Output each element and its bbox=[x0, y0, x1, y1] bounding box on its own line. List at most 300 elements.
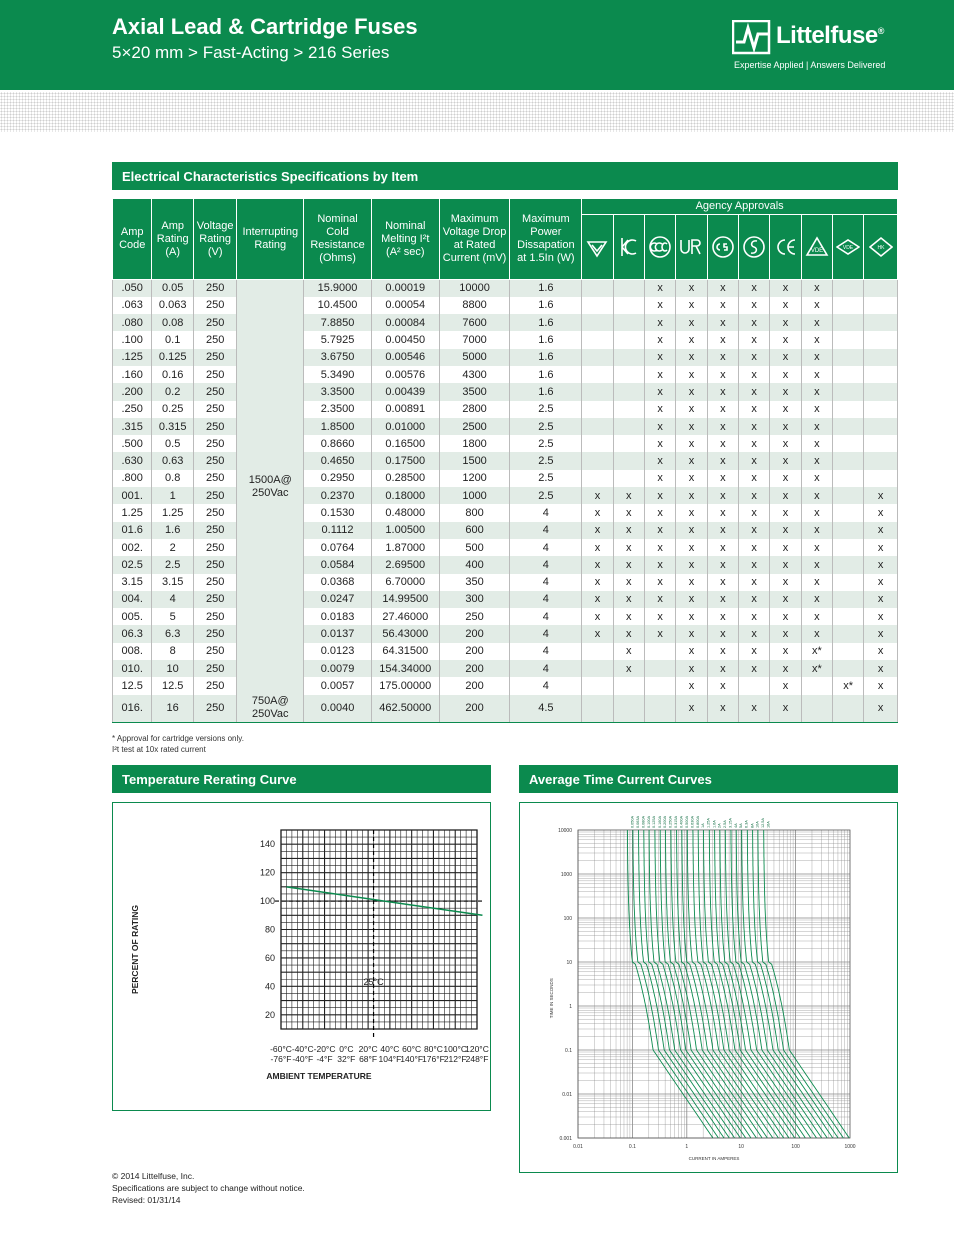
cell-agency-approval: x bbox=[707, 677, 738, 694]
cell-agency-approval: x bbox=[770, 695, 801, 723]
cell-agency-approval: x bbox=[801, 504, 832, 521]
cell-melting-i2t: 64.31500 bbox=[371, 643, 439, 660]
cell-agency-approval: x bbox=[801, 331, 832, 348]
cell-amp-rating: 0.5 bbox=[152, 435, 193, 452]
tcc-rating-label: 0.400A bbox=[679, 815, 684, 828]
cell-agency-approval bbox=[613, 366, 644, 383]
cell-amp-code: .063 bbox=[113, 297, 152, 314]
cell-agency-approval: x bbox=[707, 383, 738, 400]
cell-agency-approval bbox=[833, 314, 864, 331]
cell-power-dissipation: 4 bbox=[510, 591, 582, 608]
cell-cold-resistance: 0.0079 bbox=[304, 660, 372, 677]
cell-melting-i2t: 0.00450 bbox=[371, 331, 439, 348]
cell-amp-rating: 2.5 bbox=[152, 556, 193, 573]
cell-power-dissipation: 4 bbox=[510, 625, 582, 642]
y-tick-label: 140 bbox=[259, 839, 275, 850]
cell-power-dissipation: 4 bbox=[510, 522, 582, 539]
cell-agency-approval: x bbox=[864, 539, 898, 556]
y-tick-label: 0.1 bbox=[565, 1048, 572, 1054]
cell-amp-code: .315 bbox=[113, 418, 152, 435]
cell-amp-code: .050 bbox=[113, 280, 152, 297]
temperature-rerating-chart bbox=[113, 803, 490, 1110]
cell-voltage-drop: 500 bbox=[439, 539, 510, 556]
cell-agency-approval: x bbox=[644, 591, 675, 608]
temperature-grid bbox=[281, 830, 477, 1029]
cell-melting-i2t: 0.28500 bbox=[371, 470, 439, 487]
cell-agency-approval: x bbox=[676, 695, 707, 723]
pse-diamond-icon bbox=[585, 235, 609, 259]
cell-amp-code: 02.5 bbox=[113, 556, 152, 573]
cell-amp-code: 005. bbox=[113, 608, 152, 625]
cell-melting-i2t: 0.00084 bbox=[371, 314, 439, 331]
cell-voltage-drop: 200 bbox=[439, 695, 510, 723]
littelfuse-logo bbox=[732, 20, 897, 80]
cell-agency-approval: x bbox=[738, 452, 769, 469]
cell-agency-approval bbox=[833, 660, 864, 677]
cell-agency-approval: x bbox=[801, 487, 832, 504]
cell-agency-approval bbox=[644, 677, 675, 694]
cell-amp-code: 3.15 bbox=[113, 574, 152, 591]
cell-melting-i2t: 1.87000 bbox=[371, 539, 439, 556]
cell-cold-resistance: 0.4650 bbox=[304, 452, 372, 469]
cell-agency-approval: x bbox=[582, 487, 613, 504]
cell-agency-approval: x bbox=[613, 504, 644, 521]
cell-cold-resistance: 0.0057 bbox=[304, 677, 372, 694]
cell-voltage-drop: 1800 bbox=[439, 435, 510, 452]
table-row bbox=[113, 418, 898, 435]
cell-agency-approval: x bbox=[801, 383, 832, 400]
cell-melting-i2t: 0.00054 bbox=[371, 297, 439, 314]
x-tick-label-celsius: 80°C bbox=[423, 1044, 443, 1054]
x-tick-label: 100 bbox=[791, 1144, 800, 1150]
x-axis-label: AMBIENT TEMPERATURE bbox=[266, 1071, 372, 1081]
cell-interrupting-rating: 1500A@ 250Vac bbox=[237, 280, 304, 695]
cell-power-dissipation: 1.6 bbox=[510, 314, 582, 331]
cell-cold-resistance: 3.3500 bbox=[304, 383, 372, 400]
cell-agency-approval: x bbox=[644, 383, 675, 400]
cell-agency-approval bbox=[582, 677, 613, 694]
cell-power-dissipation: 4 bbox=[510, 556, 582, 573]
cell-voltage-rating: 250 bbox=[193, 643, 236, 660]
cell-agency-approval: x* bbox=[801, 643, 832, 660]
cell-amp-rating: 10 bbox=[152, 660, 193, 677]
cell-agency-approval bbox=[864, 366, 898, 383]
agency-header-ce-icon bbox=[770, 215, 801, 280]
cell-power-dissipation: 1.6 bbox=[510, 280, 582, 297]
cell-agency-approval: x bbox=[676, 401, 707, 418]
cell-agency-approval: x bbox=[613, 660, 644, 677]
cell-melting-i2t: 56.43000 bbox=[371, 625, 439, 642]
cell-agency-approval: x bbox=[676, 470, 707, 487]
cell-agency-approval bbox=[582, 660, 613, 677]
cell-agency-approval: x bbox=[613, 539, 644, 556]
ce-icon bbox=[774, 235, 798, 259]
cell-agency-approval: x bbox=[770, 470, 801, 487]
cell-agency-approval bbox=[833, 556, 864, 573]
tcc-rating-label: 2A bbox=[717, 823, 722, 828]
cell-agency-approval: x bbox=[707, 695, 738, 723]
cell-agency-approval bbox=[833, 366, 864, 383]
cell-agency-approval: x bbox=[770, 643, 801, 660]
cell-agency-approval bbox=[613, 331, 644, 348]
cell-agency-approval: x* bbox=[801, 660, 832, 677]
cell-agency-approval: x bbox=[738, 625, 769, 642]
cell-agency-approval: x bbox=[738, 314, 769, 331]
table-row bbox=[113, 574, 898, 591]
tcc-curve-0.630A bbox=[687, 830, 773, 1138]
cell-power-dissipation: 1.6 bbox=[510, 349, 582, 366]
page-header bbox=[0, 0, 954, 90]
cell-amp-code: .125 bbox=[113, 349, 152, 366]
cell-amp-code: .100 bbox=[113, 331, 152, 348]
cell-power-dissipation: 4 bbox=[510, 539, 582, 556]
cell-melting-i2t: 6.70000 bbox=[371, 574, 439, 591]
cell-agency-approval: x bbox=[707, 574, 738, 591]
cell-agency-approval: x bbox=[582, 608, 613, 625]
cell-melting-i2t: 14.99500 bbox=[371, 591, 439, 608]
cell-amp-rating: 0.05 bbox=[152, 280, 193, 297]
cell-power-dissipation: 2.5 bbox=[510, 435, 582, 452]
cell-voltage-drop: 10000 bbox=[439, 280, 510, 297]
cell-agency-approval: x bbox=[676, 539, 707, 556]
cell-amp-code: 004. bbox=[113, 591, 152, 608]
cell-cold-resistance: 0.2950 bbox=[304, 470, 372, 487]
x-tick-label-fahrenheit: 212°F bbox=[443, 1054, 467, 1064]
tcc-curve-0.315A bbox=[671, 830, 757, 1138]
agency-header-ccc-icon bbox=[644, 215, 675, 280]
cell-agency-approval: x bbox=[707, 401, 738, 418]
cell-agency-approval: x bbox=[738, 383, 769, 400]
cell-cold-resistance: 0.0368 bbox=[304, 574, 372, 591]
cell-power-dissipation: 4 bbox=[510, 608, 582, 625]
cell-agency-approval bbox=[833, 470, 864, 487]
x-tick-label-celsius: 0°C bbox=[339, 1044, 354, 1054]
cell-agency-approval: x bbox=[738, 418, 769, 435]
cell-agency-approval: x bbox=[738, 591, 769, 608]
cell-amp-rating: 6.3 bbox=[152, 625, 193, 642]
cell-agency-approval bbox=[613, 452, 644, 469]
cell-agency-approval: x bbox=[801, 435, 832, 452]
cell-amp-code: .200 bbox=[113, 383, 152, 400]
cell-voltage-rating: 250 bbox=[193, 297, 236, 314]
footer-disclaimer: Specifications are subject to change without notice. bbox=[112, 1183, 305, 1193]
cell-amp-rating: 0.125 bbox=[152, 349, 193, 366]
table-row bbox=[113, 608, 898, 625]
cell-agency-approval: x bbox=[864, 643, 898, 660]
cell-agency-approval: x bbox=[864, 660, 898, 677]
tcc-rating-label: 2.5A bbox=[722, 820, 727, 828]
tcc-rating-label: 0.500A bbox=[684, 815, 689, 828]
cell-agency-approval: x bbox=[864, 608, 898, 625]
tcc-rating-label: 0.125A bbox=[652, 815, 656, 828]
tcc-curve-0.063A bbox=[633, 830, 719, 1138]
table-row bbox=[113, 556, 898, 573]
x-tick-label-fahrenheit: 140°F bbox=[400, 1054, 424, 1064]
cell-cold-resistance: 0.0040 bbox=[304, 695, 372, 723]
table-row bbox=[113, 660, 898, 677]
electrical-spec-table bbox=[112, 198, 898, 723]
cell-agency-approval: x bbox=[707, 625, 738, 642]
y-tick-label: 60 bbox=[264, 952, 275, 963]
cell-agency-approval bbox=[644, 695, 675, 723]
tcc-rating-label: 1.25A bbox=[706, 818, 711, 828]
cell-agency-approval: x bbox=[801, 314, 832, 331]
cell-melting-i2t: 0.01000 bbox=[371, 418, 439, 435]
cell-agency-approval bbox=[864, 470, 898, 487]
temperature-section-title: Temperature Rerating Curve bbox=[112, 765, 491, 793]
svg-text:HK: HK bbox=[877, 245, 885, 251]
cell-agency-approval: x bbox=[770, 608, 801, 625]
cell-agency-approval bbox=[613, 383, 644, 400]
cell-agency-approval: x bbox=[676, 418, 707, 435]
cell-melting-i2t: 0.16500 bbox=[371, 435, 439, 452]
cell-agency-approval bbox=[864, 331, 898, 348]
cell-agency-approval: x bbox=[770, 539, 801, 556]
agency-header-vde-triangle-icon bbox=[801, 215, 832, 280]
cell-voltage-drop: 200 bbox=[439, 660, 510, 677]
cell-agency-approval bbox=[801, 677, 832, 694]
cell-agency-approval: x bbox=[707, 452, 738, 469]
cell-agency-approval: x bbox=[676, 522, 707, 539]
cell-agency-approval: x bbox=[738, 435, 769, 452]
table-row bbox=[113, 366, 898, 383]
cell-agency-approval: x bbox=[707, 539, 738, 556]
cell-agency-approval: x bbox=[613, 591, 644, 608]
cell-agency-approval: x bbox=[738, 695, 769, 723]
cell-agency-approval bbox=[864, 280, 898, 297]
cell-agency-approval: x bbox=[738, 470, 769, 487]
cell-agency-approval: x bbox=[738, 608, 769, 625]
cell-voltage-drop: 2800 bbox=[439, 401, 510, 418]
cell-agency-approval: x bbox=[707, 504, 738, 521]
cell-agency-approval: x bbox=[613, 625, 644, 642]
cell-agency-approval: x bbox=[707, 331, 738, 348]
cell-agency-approval: x bbox=[644, 539, 675, 556]
cell-cold-resistance: 0.0247 bbox=[304, 591, 372, 608]
cell-agency-approval: x bbox=[582, 556, 613, 573]
y-tick-label: 20 bbox=[264, 1009, 275, 1020]
cell-agency-approval: x bbox=[707, 418, 738, 435]
y-tick-label: 100 bbox=[563, 916, 572, 922]
tcc-rating-label: 5A bbox=[739, 823, 744, 828]
cell-agency-approval bbox=[582, 643, 613, 660]
tcc-rating-label: 12.5A bbox=[760, 818, 765, 828]
cell-agency-approval bbox=[644, 660, 675, 677]
y-tick-label: 120 bbox=[259, 867, 275, 878]
cell-agency-approval: x bbox=[644, 331, 675, 348]
cell-cold-resistance: 3.6750 bbox=[304, 349, 372, 366]
cell-voltage-rating: 250 bbox=[193, 280, 236, 297]
cell-voltage-drop: 4300 bbox=[439, 366, 510, 383]
cell-agency-approval: x bbox=[644, 452, 675, 469]
x-tick-label-celsius: -60°C bbox=[270, 1044, 292, 1054]
cell-cold-resistance: 7.8850 bbox=[304, 314, 372, 331]
cell-agency-approval: x bbox=[676, 487, 707, 504]
cell-voltage-rating: 250 bbox=[193, 660, 236, 677]
tcc-rating-label: 0.200A bbox=[663, 815, 668, 828]
cell-agency-approval bbox=[582, 695, 613, 723]
cell-agency-approval: x bbox=[644, 470, 675, 487]
cell-agency-approval: x bbox=[582, 574, 613, 591]
footer bbox=[112, 1170, 305, 1206]
tcc-rating-label: 0.250A bbox=[668, 815, 673, 828]
cell-agency-approval bbox=[864, 349, 898, 366]
vde-diamond-icon bbox=[836, 235, 860, 259]
cell-amp-rating: 1.25 bbox=[152, 504, 193, 521]
cell-agency-approval: x bbox=[770, 349, 801, 366]
svg-text:VDE: VDE bbox=[810, 248, 824, 254]
littelfuse-logo-icon bbox=[732, 20, 772, 56]
cell-agency-approval: x bbox=[738, 643, 769, 660]
cell-amp-rating: 4 bbox=[152, 591, 193, 608]
cell-agency-approval: x bbox=[582, 539, 613, 556]
cell-agency-approval: x bbox=[644, 280, 675, 297]
cell-agency-approval: x bbox=[676, 556, 707, 573]
table-row bbox=[113, 401, 898, 418]
cell-agency-approval: x bbox=[676, 677, 707, 694]
cell-agency-approval: x bbox=[676, 366, 707, 383]
cell-agency-approval bbox=[582, 297, 613, 314]
cell-melting-i2t: 0.00439 bbox=[371, 383, 439, 400]
tcc-rating-label: 10A bbox=[755, 821, 760, 828]
cell-power-dissipation: 2.5 bbox=[510, 487, 582, 504]
cell-voltage-rating: 250 bbox=[193, 366, 236, 383]
cell-agency-approval: x bbox=[613, 487, 644, 504]
cell-agency-approval bbox=[833, 591, 864, 608]
y-tick-label: 10 bbox=[566, 960, 572, 966]
cell-agency-approval bbox=[613, 314, 644, 331]
cell-agency-approval: x bbox=[676, 574, 707, 591]
cell-agency-approval: x bbox=[676, 591, 707, 608]
tcc-rating-label: 16A bbox=[766, 821, 771, 828]
y-tick-label: 1000 bbox=[560, 872, 572, 878]
cell-voltage-rating: 250 bbox=[193, 556, 236, 573]
table-row bbox=[113, 643, 898, 660]
cell-agency-approval: x bbox=[770, 522, 801, 539]
cell-power-dissipation: 2.5 bbox=[510, 452, 582, 469]
table-row bbox=[113, 297, 898, 314]
cell-amp-code: 010. bbox=[113, 660, 152, 677]
cell-cold-resistance: 10.4500 bbox=[304, 297, 372, 314]
x-tick-label-celsius: 60°C bbox=[402, 1044, 422, 1054]
tcc-rating-label: 1.6A bbox=[712, 820, 717, 828]
y-tick-label: 40 bbox=[264, 981, 275, 992]
cell-agency-approval: x bbox=[864, 695, 898, 723]
cell-cold-resistance: 0.1112 bbox=[304, 522, 372, 539]
y-axis-label: TIME IN SECONDS bbox=[549, 978, 554, 1019]
page-title: Axial Lead & Cartridge Fuses bbox=[112, 14, 418, 39]
y-tick-label: 1 bbox=[569, 1004, 572, 1010]
cell-agency-approval bbox=[833, 522, 864, 539]
cell-power-dissipation: 1.6 bbox=[510, 366, 582, 383]
table-row bbox=[113, 695, 898, 723]
ccc-icon bbox=[648, 235, 672, 259]
cell-amp-code: .800 bbox=[113, 470, 152, 487]
cell-agency-approval bbox=[582, 452, 613, 469]
cell-agency-approval bbox=[833, 297, 864, 314]
cell-power-dissipation: 1.6 bbox=[510, 297, 582, 314]
cell-voltage-rating: 250 bbox=[193, 625, 236, 642]
cell-amp-code: 016. bbox=[113, 695, 152, 723]
cell-agency-approval: x bbox=[770, 556, 801, 573]
cell-agency-approval: x bbox=[770, 331, 801, 348]
tcc-rating-label: 3.15A bbox=[728, 818, 733, 828]
cell-cold-resistance: 0.0183 bbox=[304, 608, 372, 625]
cell-voltage-drop: 300 bbox=[439, 591, 510, 608]
table-row bbox=[113, 383, 898, 400]
cell-amp-rating: 0.8 bbox=[152, 470, 193, 487]
cell-cold-resistance: 0.8660 bbox=[304, 435, 372, 452]
x-tick-label-celsius: 20°C bbox=[358, 1044, 378, 1054]
cell-agency-approval bbox=[864, 418, 898, 435]
footer-copyright: © 2014 Littelfuse, Inc. bbox=[112, 1171, 195, 1181]
table-row bbox=[113, 435, 898, 452]
cell-agency-approval: x bbox=[644, 435, 675, 452]
cell-melting-i2t: 0.18000 bbox=[371, 487, 439, 504]
cell-voltage-rating: 250 bbox=[193, 539, 236, 556]
cell-agency-approval: x bbox=[676, 297, 707, 314]
cell-voltage-drop: 3500 bbox=[439, 383, 510, 400]
cell-agency-approval bbox=[582, 470, 613, 487]
cell-voltage-drop: 350 bbox=[439, 574, 510, 591]
cell-agency-approval bbox=[582, 418, 613, 435]
cell-amp-code: 01.6 bbox=[113, 522, 152, 539]
cell-agency-approval: x bbox=[676, 331, 707, 348]
agency-header-csa-icon bbox=[707, 215, 738, 280]
temperature-chart-box bbox=[112, 802, 491, 1111]
cell-amp-rating: 3.15 bbox=[152, 574, 193, 591]
cell-agency-approval: x bbox=[864, 522, 898, 539]
cell-power-dissipation: 4 bbox=[510, 660, 582, 677]
cell-agency-approval: x bbox=[770, 452, 801, 469]
cell-agency-approval: x bbox=[770, 418, 801, 435]
cell-voltage-drop: 8800 bbox=[439, 297, 510, 314]
cell-agency-approval: x bbox=[801, 280, 832, 297]
cell-agency-approval: x bbox=[676, 383, 707, 400]
agency-header-vde-diamond-icon bbox=[833, 215, 864, 280]
tcc-rating-label: 4A bbox=[733, 823, 738, 828]
cell-agency-approval: x bbox=[864, 591, 898, 608]
cell-power-dissipation: 4.5 bbox=[510, 695, 582, 723]
cell-agency-approval: x bbox=[676, 504, 707, 521]
agency-header-semko-icon bbox=[738, 215, 769, 280]
cell-voltage-rating: 250 bbox=[193, 452, 236, 469]
cell-voltage-rating: 250 bbox=[193, 435, 236, 452]
cell-amp-code: 1.25 bbox=[113, 504, 152, 521]
cell-agency-approval: x bbox=[801, 574, 832, 591]
tcc-curve-0.125A bbox=[649, 830, 735, 1138]
cell-agency-approval: x bbox=[613, 556, 644, 573]
cell-agency-approval: x bbox=[801, 452, 832, 469]
cell-agency-approval: x bbox=[644, 625, 675, 642]
cell-amp-rating: 0.315 bbox=[152, 418, 193, 435]
y-tick-label: 0.001 bbox=[559, 1136, 572, 1142]
vde-triangle-icon bbox=[805, 235, 829, 259]
cell-power-dissipation: 4 bbox=[510, 574, 582, 591]
page-subtitle: 5×20 mm > Fast-Acting > 216 Series bbox=[112, 43, 390, 62]
cell-agency-approval: x bbox=[738, 660, 769, 677]
cell-agency-approval bbox=[833, 504, 864, 521]
cell-voltage-drop: 200 bbox=[439, 677, 510, 694]
y-tick-label: 0.01 bbox=[562, 1092, 572, 1098]
cell-voltage-rating: 250 bbox=[193, 608, 236, 625]
cell-agency-approval: x bbox=[770, 435, 801, 452]
cell-agency-approval: x* bbox=[833, 677, 864, 694]
cell-amp-code: 12.5 bbox=[113, 677, 152, 694]
cell-agency-approval: x bbox=[582, 591, 613, 608]
semko-icon bbox=[742, 235, 766, 259]
cell-agency-approval: x bbox=[738, 556, 769, 573]
